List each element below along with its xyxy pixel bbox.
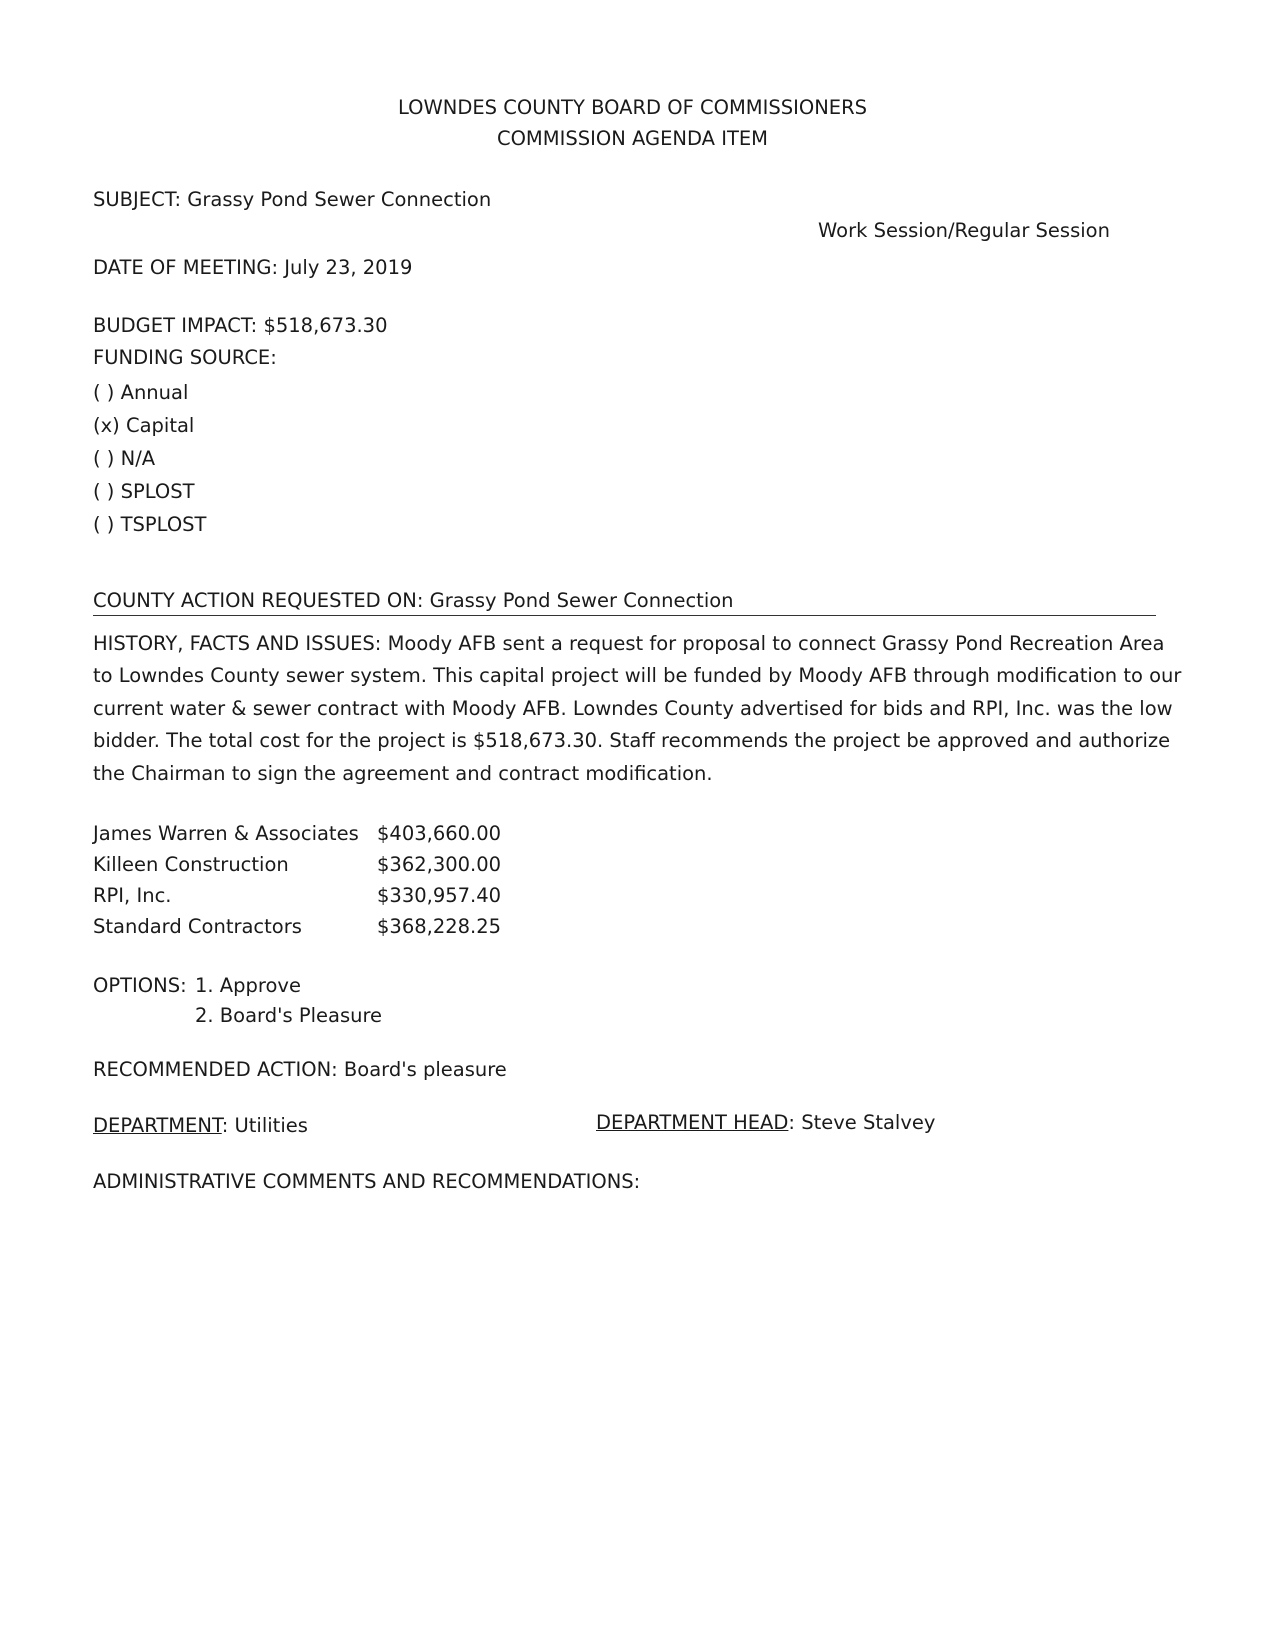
bidder-name: Standard Contractors [93,915,302,938]
option-approve: 1. Approve [195,974,301,997]
department-value: : Utilities [221,1114,308,1137]
bidder-name: James Warren & Associates [93,822,359,845]
bid-table [93,822,501,946]
funding-option-na: ( ) N/A [93,447,156,470]
county-action-requested: COUNTY ACTION REQUESTED ON: Grassy Pond Sewer Connection [93,589,734,612]
history-facts-issues: HISTORY, FACTS AND ISSUES: Moody AFB sent a request for proposal to connect Grassy Pond Recreation Area to Lowndes County sewer system. This capital project will be funded by Moody AFB through modification to our current water & sewer contract with Moody AFB. Lowndes County advertised for bids and RPI, Inc. was the low bidder. The total cost for the project is $518,673.30. Staff recommends the project be approved and authorize the Chairman to sign the agreement and contract modification. [93,632,1182,785]
subject-line: SUBJECT: Grassy Pond Sewer Connection [93,188,492,211]
bid-amount: $403,660.00 [377,822,502,845]
budget-impact: BUDGET IMPACT: $518,673.30 [93,314,388,337]
funding-options [93,381,206,546]
bid-amount: $362,300.00 [377,853,502,876]
header-line-1: LOWNDES COUNTY BOARD OF COMMISSIONERS [397,96,868,119]
document-header [0,92,1265,154]
session-type: Work Session/Regular Session [818,219,1110,242]
department-head [596,1111,935,1134]
department-head-label: DEPARTMENT HEAD [596,1111,789,1134]
option-boards-pleasure: 2. Board's Pleasure [195,1004,383,1027]
date-of-meeting: DATE OF MEETING: July 23, 2019 [93,256,413,279]
options-label: OPTIONS: [93,974,187,997]
department-label: DEPARTMENT [93,1114,222,1137]
department-head-value: : Steve Stalvey [788,1111,936,1134]
funding-option-splost: ( ) SPLOST [93,480,195,503]
bid-amount: $368,228.25 [377,915,502,938]
bid-amount: $330,957.40 [377,884,502,907]
funding-option-tsplost: ( ) TSPLOST [93,513,207,536]
administrative-comments: ADMINISTRATIVE COMMENTS AND RECOMMENDATIONS: [93,1170,641,1193]
bid-row [93,822,501,853]
department [93,1114,308,1137]
section-divider [93,615,1156,616]
bid-row [93,853,501,884]
funding-option-capital: (x) Capital [93,414,195,437]
bidder-name: Killeen Construction [93,853,289,876]
bid-row [93,915,501,946]
funding-source-label: FUNDING SOURCE: [93,346,277,369]
recommended-action: RECOMMENDED ACTION: Board's pleasure [93,1058,507,1081]
bidder-name: RPI, Inc. [93,884,172,907]
bid-row [93,884,501,915]
funding-option-annual: ( ) Annual [93,381,189,404]
header-line-2: COMMISSION AGENDA ITEM [496,127,769,150]
